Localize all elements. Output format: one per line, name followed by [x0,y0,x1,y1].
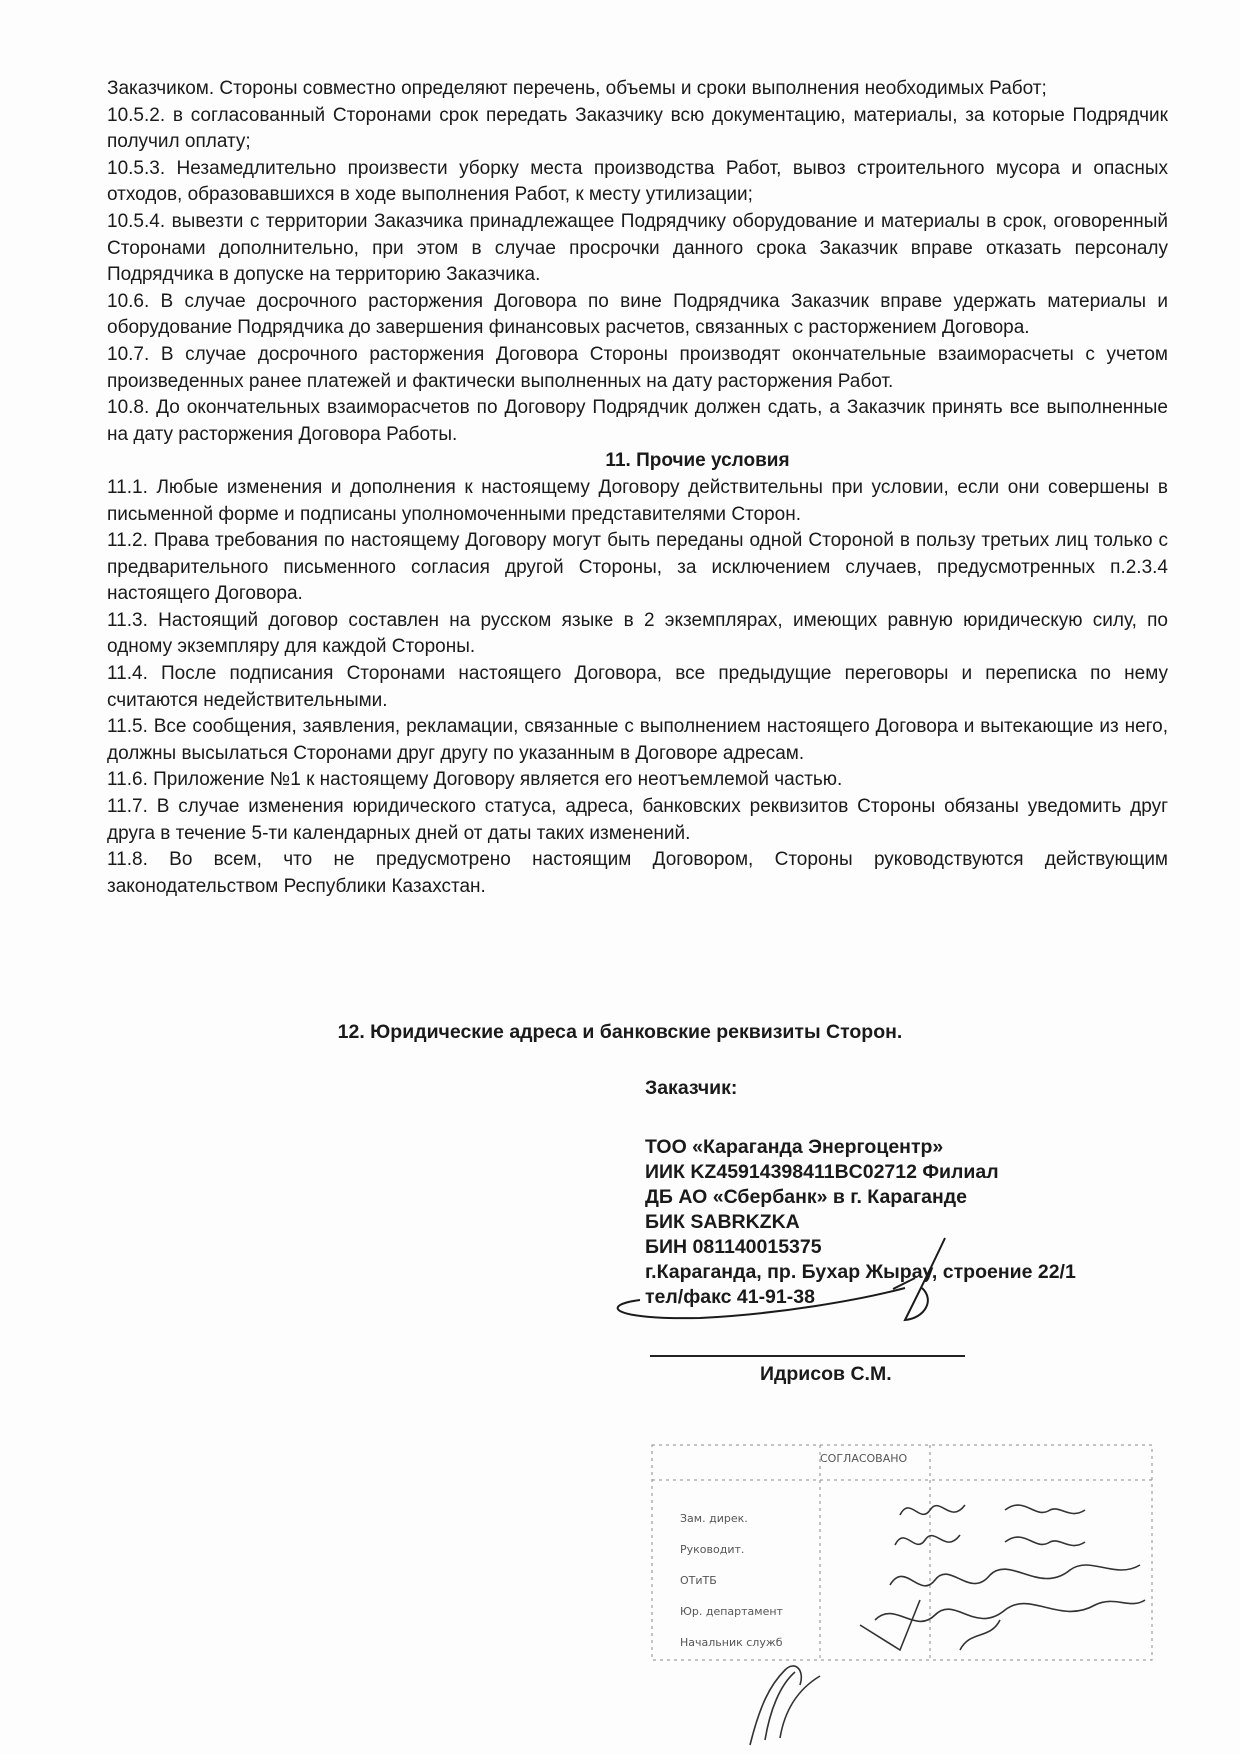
customer-line: г.Караганда, пр. Бухар Жырау, строение 22/1 [645,1261,1076,1283]
stamp-row: Юр. департамент [680,1605,783,1618]
paragraph: 10.5.3. Незамедлительно произвести уборку места производства Работ, вывоз строительного мусора и опасных отходов, образовавшихся в ходе выполнения Работ, к месту утилизации; [107,157,1168,206]
customer-details [645,1076,1076,1310]
clause: 11.2. Права требования по настоящему Договору могут быть переданы одной Стороной в пользу третьих лиц только с предварительного письменного согласия другой Стороны, за исключением случаев, предусмотренных п.2.3.4 настоящего Договора. [107,530,1168,605]
stamp-header: СОГЛАСОВАНО [820,1452,908,1465]
clause: 11.1. Любые изменения и дополнения к настоящему Договору действительны при условии, если они совершены в письменной форме и подписаны уполномоченными представителями Сторон. [107,476,1168,525]
clause: 11.8. Во всем, что не предусмотрено настоящим Договором, Стороны руководствуются действующим законодательством Республики Казахстан. [107,849,1168,897]
paragraph: 10.8. До окончательных взаиморасчетов по Договору Подрядчик должен сдать, а Заказчик принять все выполненные на дату расторжения Договора Работы. [107,397,1168,445]
clause: 11.3. Настоящий договор составлен на русском языке в 2 экземплярах, имеющих равную юридическую силу, по одному экземпляру для каждой Стороны. [107,609,1168,658]
stamp-row: Руководит. [680,1543,745,1556]
customer-line: тел/факс 41-91-38 [645,1286,815,1308]
customer-line: ИИК KZ45914398411BC02712 Филиал [645,1161,999,1183]
clause: 11.4. После подписания Сторонами настоящего Договора, все предыдущие переговоры и переписка по нему считаются недействительными. [107,663,1168,711]
contract-body [107,76,1168,900]
stamp-row: Начальник служб [680,1636,783,1649]
clause: 11.6. Приложение №1 к настоящему Договору является его неотъемлемой частью. [107,769,843,791]
customer-label: Заказчик: [645,1077,738,1099]
stamp-row: ОТиТБ [680,1574,717,1587]
signature-line [650,1355,965,1357]
customer-requisites [645,1135,1076,1310]
paragraph: 10.7. В случае досрочного расторжения Договора Стороны производят окончательные взаиморасчеты с учетом произведенных ранее платежей и фактически выполненных на дату расторжения Работ. [107,343,1168,392]
clause: 11.7. В случае изменения юридического статуса, адреса, банковских реквизитов Стороны обязаны уведомить друг друга в течение 5-ти календарных дней от даты таких изменений. [107,796,1168,844]
paragraph: 10.5.2. в согласованный Сторонами срок передать Заказчику всю документацию, материалы, за которые Подрядчик получил оплату; [107,104,1168,153]
customer-line: БИН 081140015375 [645,1236,822,1258]
paragraph: 10.5.4. вывезти с территории Заказчика принадлежащее Подрядчику оборудование и материалы в срок, оговоренный Сторонами дополнительно, при этом в случае просрочки данного срока Заказчик вправе отказать персоналу Подрядчика в допуске на территорию Заказчика. [107,210,1168,286]
section-11-heading: 11. Прочие условия [605,450,790,472]
customer-line: ДБ АО «Сбербанк» в г. Караганде [645,1186,968,1208]
signer-name: Идрисов С.М. [760,1363,892,1385]
stamp-row: Зам. дирек. [680,1512,748,1525]
paragraph: 10.6. В случае досрочного расторжения Договора по вине Подрядчика Заказчик вправе удержать материалы и оборудование Подрядчика до завершения финансовых расчетов, связанных с расторжением Договора. [107,290,1168,339]
section-12-heading: 12. Юридические адреса и банковские реквизиты Сторон. [337,1021,903,1043]
customer-line: ТОО «Караганда Энергоцентр» [645,1136,944,1158]
customer-line: БИК SABRKZKA [645,1211,800,1233]
clause: 11.5. Все сообщения, заявления, рекламации, связанные с выполнением настоящего Договора и вытекающие из него, должны высылаться Сторонами друг другу по указанным в Договоре адресам. [107,716,1168,764]
paragraph: Заказчиком. Стороны совместно определяют перечень, объемы и сроки выполнения необходимых Работ; [107,78,1047,99]
